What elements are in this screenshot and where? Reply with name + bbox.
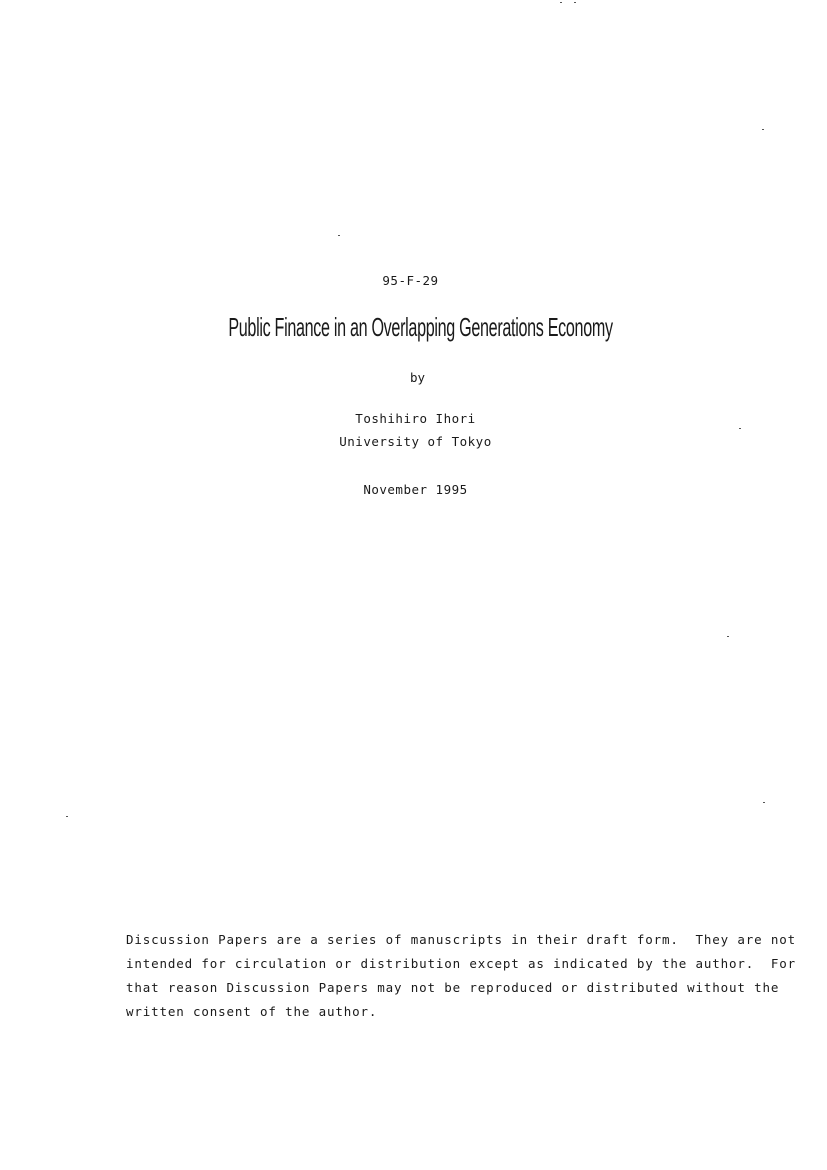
disclaimer-line: Discussion Papers are a series of manuscripts in their draft form. They are not xyxy=(126,932,797,947)
paper-number: 95-F-29 xyxy=(382,273,439,288)
disclaimer-paragraph xyxy=(126,928,797,1024)
byline: by xyxy=(409,370,426,385)
paper-title: Public Finance in an Overlapping Generations Economy xyxy=(228,312,613,342)
disclaimer-line: written consent of the author. xyxy=(126,1004,378,1019)
author-name: Toshihiro Ihori xyxy=(355,411,476,426)
author-affiliation: University of Tokyo xyxy=(339,434,492,449)
scan-speck xyxy=(66,816,68,817)
publication-date: November 1995 xyxy=(363,482,468,497)
scan-speck xyxy=(762,129,764,130)
scan-speck xyxy=(338,235,340,236)
scan-speck xyxy=(739,428,741,429)
scan-speck xyxy=(560,2,562,3)
disclaimer-line: intended for circulation or distribution except as indicated by the author. For xyxy=(126,956,797,971)
disclaimer-line: that reason Discussion Papers may not be reproduced or distributed without the xyxy=(126,980,780,995)
scan-speck xyxy=(727,636,729,637)
scan-speck xyxy=(574,2,576,3)
scan-speck xyxy=(763,802,765,803)
